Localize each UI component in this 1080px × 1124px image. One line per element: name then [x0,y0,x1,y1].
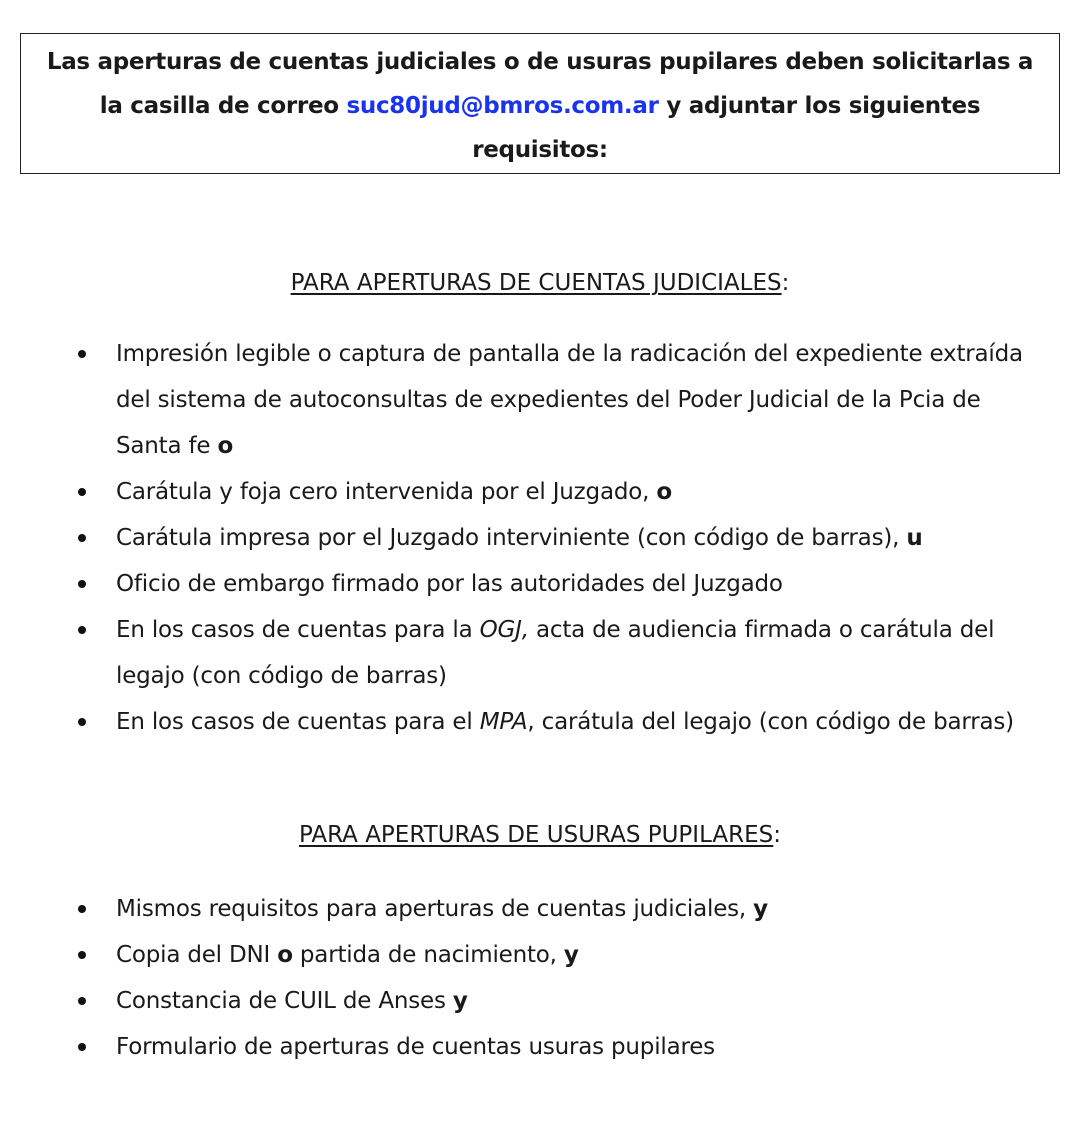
notice-box [20,33,1060,174]
bullet-icon [78,951,86,959]
list-item-text: Carátula y foja cero intervenida por el Juzgado, [116,479,657,505]
list-item [0,561,1080,607]
heading-cuentas-judiciales [0,270,1080,296]
list-item-text-post: , carátula del legajo (con código de barras) [527,709,1014,735]
notice-text-after: y adjuntar los siguientes requisitos: [472,93,981,163]
list-item-conjunction: o [656,479,672,505]
bullet-icon [78,1043,86,1051]
bullet-icon [78,718,86,726]
bullet-icon [78,997,86,1005]
list-item-emphasis: MPA [479,709,528,735]
list-item-text: Carátula impresa por el Juzgado interviniente (con código de barras), [116,525,907,551]
list-item [0,607,1080,699]
list-item-text: Mismos requisitos para aperturas de cuentas judiciales, [116,896,754,922]
list-item-text-pre: En los casos de cuentas para el [116,709,480,735]
list-item-emphasis: OGJ, [479,617,529,643]
heading-usuras-pupilares-suffix: : [773,822,782,848]
list-item [0,886,1080,932]
list-item [0,699,1080,745]
list-item-text: Constancia de CUIL de Anses [116,988,453,1014]
bullet-icon [78,626,86,634]
list-item-bold-mid: o [277,942,293,968]
list-item-text: Oficio de embargo firmado por las autoridades del Juzgado [116,571,783,597]
bullet-icon [78,580,86,588]
bullet-icon [78,488,86,496]
list-item-text: Copia del DNI [116,942,278,968]
list-item [0,331,1080,469]
heading-cuentas-judiciales-suffix: : [781,270,790,296]
requirements-list-judiciales [0,331,1080,745]
list-item-text-post: partida de nacimiento, [292,942,564,968]
list-item [0,1024,1080,1070]
list-item-text-pre: En los casos de cuentas para la [116,617,480,643]
list-item-conjunction: o [217,433,234,459]
list-item-text: Formulario de aperturas de cuentas usuras pupilares [116,1034,715,1060]
notice-text-before: Las aperturas de cuentas judiciales o de usuras pupilares deben solicitarlas a la casilla de correo [46,49,1034,119]
email-link[interactable]: suc80jud@bmros.com.ar [346,93,659,119]
list-item-conjunction: y [753,896,768,922]
bullet-icon [78,905,86,913]
requirements-list-usuras [0,886,1080,1070]
list-item-text: Impresión legible o captura de pantalla de la radicación del expediente extraída del sistema de autoconsultas de expedientes del Poder Judicial de la Pcia de Santa fe [116,341,1023,459]
list-item-conjunction: y [563,942,579,968]
list-item [0,932,1080,978]
list-item-text-post: acta de audiencia firmada o carátula del legajo (con código de barras) [116,617,995,689]
list-item-conjunction: y [452,988,468,1014]
list-item [0,978,1080,1024]
bullet-icon [78,350,86,358]
list-item [0,515,1080,561]
heading-usuras-pupilares-text: PARA APERTURAS DE USURAS PUPILARES [298,822,774,848]
list-item [0,469,1080,515]
list-item-conjunction: u [906,525,923,551]
heading-usuras-pupilares [0,822,1080,848]
heading-cuentas-judiciales-text: PARA APERTURAS DE CUENTAS JUDICIALES [290,270,782,296]
bullet-icon [78,534,86,542]
